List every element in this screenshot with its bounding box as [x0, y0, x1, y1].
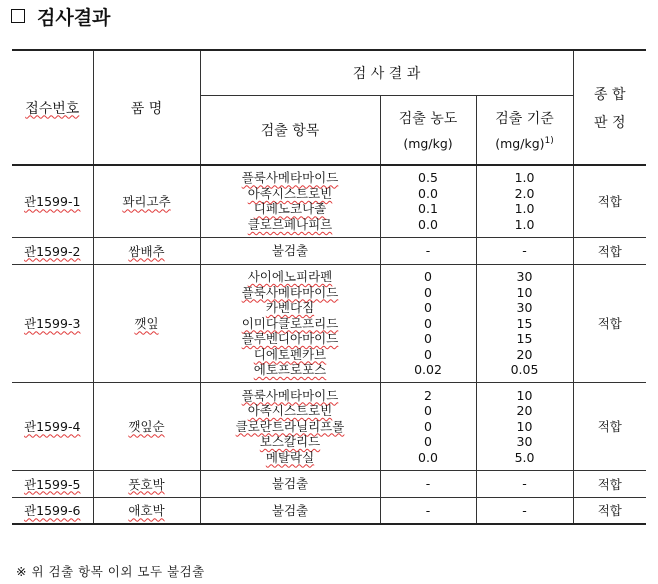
concentration-cell: - [380, 237, 476, 264]
concentration-cell: - [380, 470, 476, 497]
header-verdict: 종 합 판 정 [573, 50, 646, 165]
standard-cell: - [476, 237, 573, 264]
test-items-cell: 플룩사메타마이드 아족시스트로빈 클로란트라닐리프롤 보스칼리드 메탈락실 [200, 383, 380, 471]
table-row [12, 470, 646, 497]
test-items-cell: 플룩사메타마이드 아족시스트로빈 디페노코나졸 클로르페나피르 [200, 165, 380, 237]
concentration-cell: - [380, 497, 476, 524]
test-items-cell: 사이에노피라펜 플룩사메타마이드 카벤다짐 이미다클로프리드 플루벤디아마이드 디에토펜카브 에토프로포스 [200, 264, 380, 383]
verdict-cell: 적합 [573, 497, 646, 524]
table-row [12, 497, 646, 524]
test-items-cell: 불검출 [200, 470, 380, 497]
section-title [8, 2, 110, 30]
table-row [12, 383, 646, 471]
header-concentration: 검출 농도 (mg/kg) [380, 95, 476, 165]
header-item-name: 품 명 [93, 50, 200, 165]
footnote: ※ 위 검출 항목 이외 모두 불검출 [16, 564, 205, 579]
standard-cell: 10 20 10 30 5.0 [476, 383, 573, 471]
header-receipt-no: 접수번호 [25, 100, 80, 117]
verdict-cell: 적합 [573, 264, 646, 383]
concentration-cell: 0.5 0.0 0.1 0.0 [380, 165, 476, 237]
checkbox-square-icon [11, 9, 25, 23]
results-body [12, 165, 646, 524]
results-table [12, 49, 646, 525]
header-standard: 검출 기준 $(mg/kg)^{1)}$ [476, 95, 573, 165]
standard-cell: 30 10 30 15 15 20 0.05 [476, 264, 573, 383]
verdict-cell: 적합 [573, 383, 646, 471]
receipt-no-cell: 관1599-4 [24, 419, 81, 435]
item-name-cell: 꽈리고추 [93, 165, 200, 237]
receipt-no-cell: 관1599-6 [24, 503, 81, 519]
receipt-no-cell: 관1599-2 [24, 243, 81, 259]
table-row [12, 264, 646, 383]
item-name-cell: 깻잎 [93, 264, 200, 383]
verdict-cell: 적합 [573, 237, 646, 264]
receipt-no-cell: 관1599-5 [24, 476, 81, 492]
concentration-cell: 2 0 0 0 0.0 [380, 383, 476, 471]
test-items-cell: 불검출 [200, 237, 380, 264]
standard-cell: - [476, 497, 573, 524]
standard-cell: 1.0 2.0 1.0 1.0 [476, 165, 573, 237]
table-row [12, 237, 646, 264]
verdict-cell: 적합 [573, 165, 646, 237]
concentration-cell: 0 0 0 0 0 0 0.02 [380, 264, 476, 383]
header-test-item: 검출 항목 [200, 95, 380, 165]
header-results-group: 검 사 결 과 [200, 50, 573, 95]
table-row [12, 165, 646, 237]
item-name-cell: 깻잎순 [93, 383, 200, 471]
receipt-no-cell: 관1599-3 [24, 316, 81, 332]
item-name-cell: 풋호박 [93, 470, 200, 497]
item-name-cell: 애호박 [93, 497, 200, 524]
standard-cell: - [476, 470, 573, 497]
item-name-cell: 쌈배추 [93, 237, 200, 264]
test-items-cell: 불검출 [200, 497, 380, 524]
receipt-no-cell: 관1599-1 [24, 194, 81, 210]
verdict-cell: 적합 [573, 470, 646, 497]
section-title-text: 검사결과 [37, 6, 111, 29]
